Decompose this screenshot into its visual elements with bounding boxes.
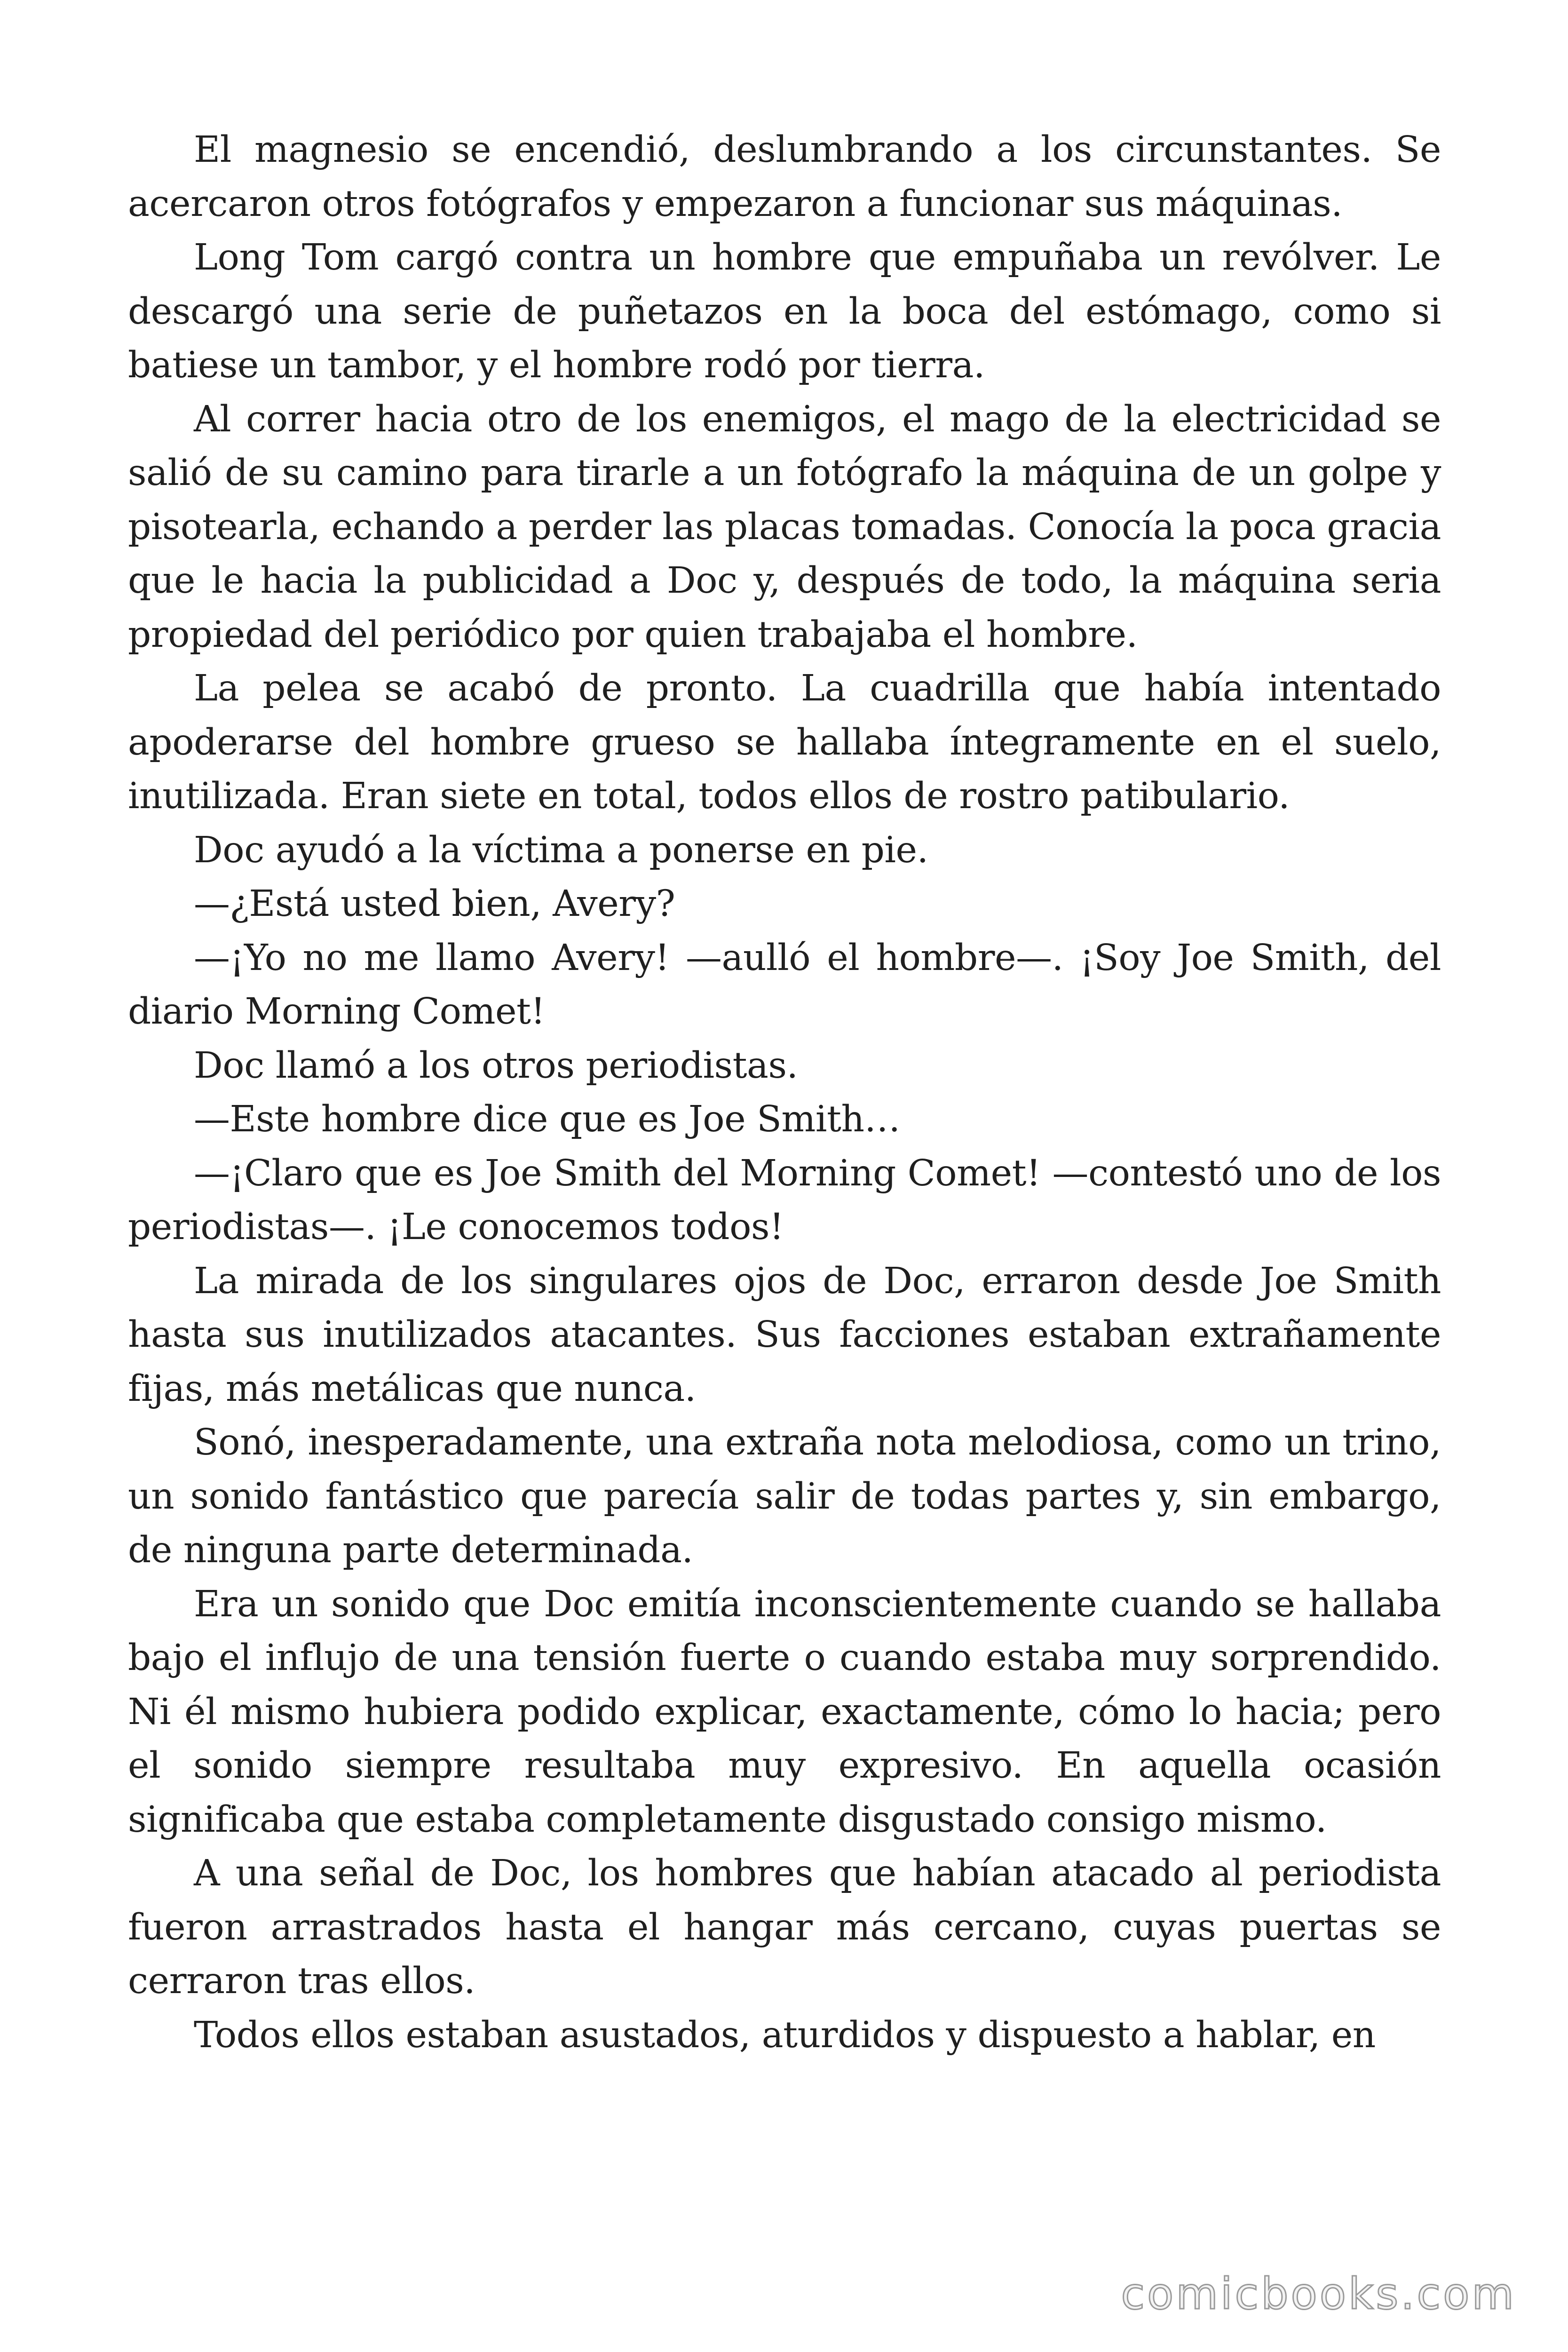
paragraph-8: Doc llamó a los otros periodistas. <box>194 1044 798 1087</box>
paragraph-12: Sonó, inesperadamente, una extraña nota melodiosa, como un trino, un sonido fantástico que parecía salir de todas partes y, sin embargo, de ninguna parte determinada. <box>128 1422 1441 1571</box>
paragraph-4: La pelea se acabó de pronto. La cuadrilla que había intentado apoderarse del hombre grueso se hallaba íntegramente en el suelo, inutilizada. Eran siete en total, todos ellos de rostro patibulario. <box>128 667 1441 817</box>
paragraph-14: A una señal de Doc, los hombres que habían atacado al periodista fueron arrastrados hasta el hangar más cercano, cuyas puertas se cerraron tras ellos. <box>128 1852 1441 2002</box>
paragraph-6: —¿Está usted bien, Avery? <box>194 883 675 925</box>
paragraph-1: El magnesio se encendió, deslumbrando a los circunstantes. Se acercaron otros fotógrafos y empezaron a funcionar sus máquinas. <box>128 129 1441 225</box>
watermark: comicbooks.com <box>1121 2269 1516 2319</box>
paragraph-5: Doc ayudó a la víctima a ponerse en pie. <box>194 829 928 871</box>
paragraph-15: Todos ellos estaban asustados, aturdidos y dispuesto a hablar, en <box>194 2014 1376 2056</box>
paragraph-3: Al correr hacia otro de los enemigos, el mago de la electricidad se salió de su camino para tirarle a un fotógrafo la máquina de un golpe y pisotearla, echando a perder las placas tomadas. Conocía la poca gracia que le hacia la publicidad a Doc y, después de todo, la máquina seria propiedad del periódico por quien trabajaba el hombre. <box>128 398 1441 656</box>
page-text <box>128 123 1441 2062</box>
paragraph-7: —¡Yo no me llamo Avery! —aulló el hombre—. ¡Soy Joe Smith, del diario Morning Comet! <box>128 937 1441 1033</box>
paragraph-9: —Este hombre dice que es Joe Smith… <box>194 1098 901 1140</box>
paragraph-10: —¡Claro que es Joe Smith del Morning Comet! —contestó uno de los periodistas—. ¡Le conocemos todos! <box>128 1152 1441 1248</box>
paragraph-13: Era un sonido que Doc emitía inconscientemente cuando se hallaba bajo el influjo de una tensión fuerte o cuando estaba muy sorprendido. Ni él mismo hubiera podido explicar, exactamente, cómo lo hacia; pero el sonido siempre resultaba muy expresivo. En aquella ocasión significaba que estaba completamente disgustado consigo mismo. <box>128 1583 1441 1841</box>
paragraph-11: La mirada de los singulares ojos de Doc, erraron desde Joe Smith hasta sus inutilizados atacantes. Sus facciones estaban extrañamente fijas, más metálicas que nunca. <box>128 1260 1441 1410</box>
paragraph-2: Long Tom cargó contra un hombre que empuñaba un revólver. Le descargó una serie de puñetazos en la boca del estómago, como si batiese un tambor, y el hombre rodó por tierra. <box>128 237 1441 386</box>
